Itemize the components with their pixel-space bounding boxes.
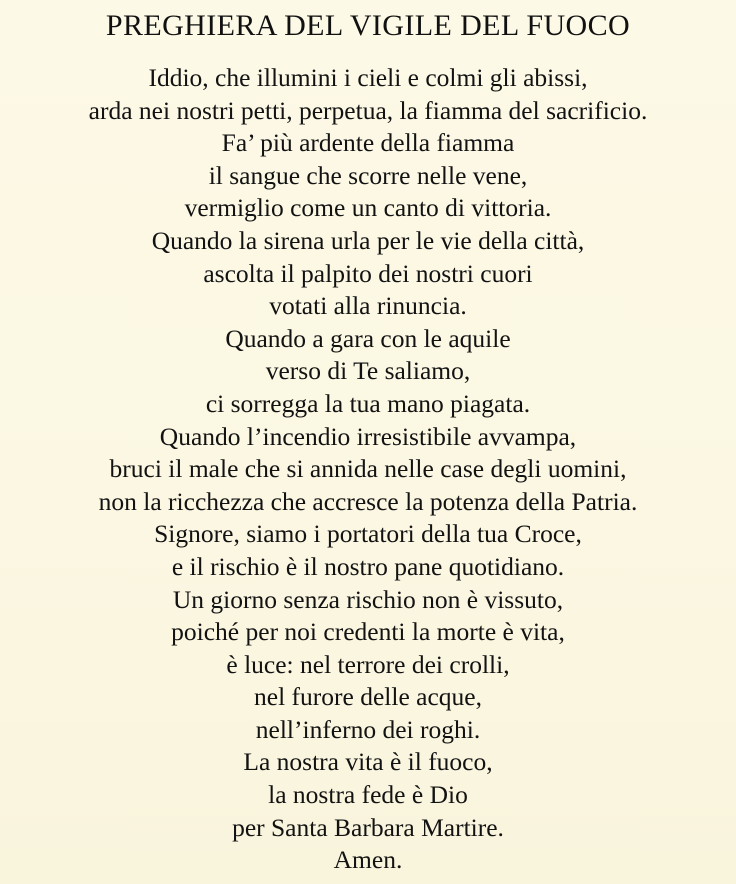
prayer-line: ci sorregga la tua mano piagata. bbox=[205, 388, 531, 418]
prayer-line: vermiglio come un canto di vittoria. bbox=[184, 193, 552, 223]
prayer-line: Signore, siamo i portatori della tua Croce, bbox=[154, 519, 582, 549]
prayer-line: Fa’ più ardente della fiamma bbox=[221, 128, 515, 158]
prayer-line: Quando la sirena urla per le vie della città, bbox=[151, 225, 585, 255]
document-title: PREGHIERA DEL VIGILE DEL FUOCO bbox=[105, 9, 631, 42]
prayer-line: non la ricchezza che accresce la potenza della Patria. bbox=[98, 486, 638, 516]
prayer-line: poiché per noi credenti la morte è vita, bbox=[171, 617, 565, 647]
prayer-line: verso di Te saliamo, bbox=[265, 356, 471, 386]
prayer-line: Quando a gara con le aquile bbox=[225, 323, 511, 353]
prayer-line: Iddio, che illumini i cieli e colmi gli abissi, bbox=[148, 63, 588, 92]
prayer-line: ascolta il palpito dei nostri cuori bbox=[203, 258, 533, 288]
prayer-line: arda nei nostri petti, perpetua, la fiamma del sacrificio. bbox=[88, 95, 648, 125]
prayer-line: e il rischio è il nostro pane quotidiano. bbox=[171, 551, 565, 581]
prayer-line: Amen. bbox=[333, 845, 403, 875]
prayer-line: votati alla rinuncia. bbox=[269, 291, 467, 321]
prayer-line: è luce: nel terrore dei crolli, bbox=[226, 649, 510, 679]
prayer-line: La nostra vita è il fuoco, bbox=[243, 747, 493, 777]
prayer-line: Quando l’incendio irresistibile avvampa, bbox=[159, 421, 577, 451]
prayer-line: il sangue che scorre nelle vene, bbox=[208, 160, 528, 190]
prayer-line: nel furore delle acque, bbox=[254, 682, 482, 712]
prayer-line: Un giorno senza rischio non è vissuto, bbox=[172, 584, 564, 614]
prayer-line: bruci il male che si annida nelle case degli uomini, bbox=[109, 454, 627, 484]
prayer-line: nell’inferno dei roghi. bbox=[255, 714, 481, 744]
prayer-line: la nostra fede è Dio bbox=[268, 780, 468, 810]
prayer-text bbox=[0, 62, 736, 877]
prayer-line: per Santa Barbara Martire. bbox=[232, 812, 504, 842]
